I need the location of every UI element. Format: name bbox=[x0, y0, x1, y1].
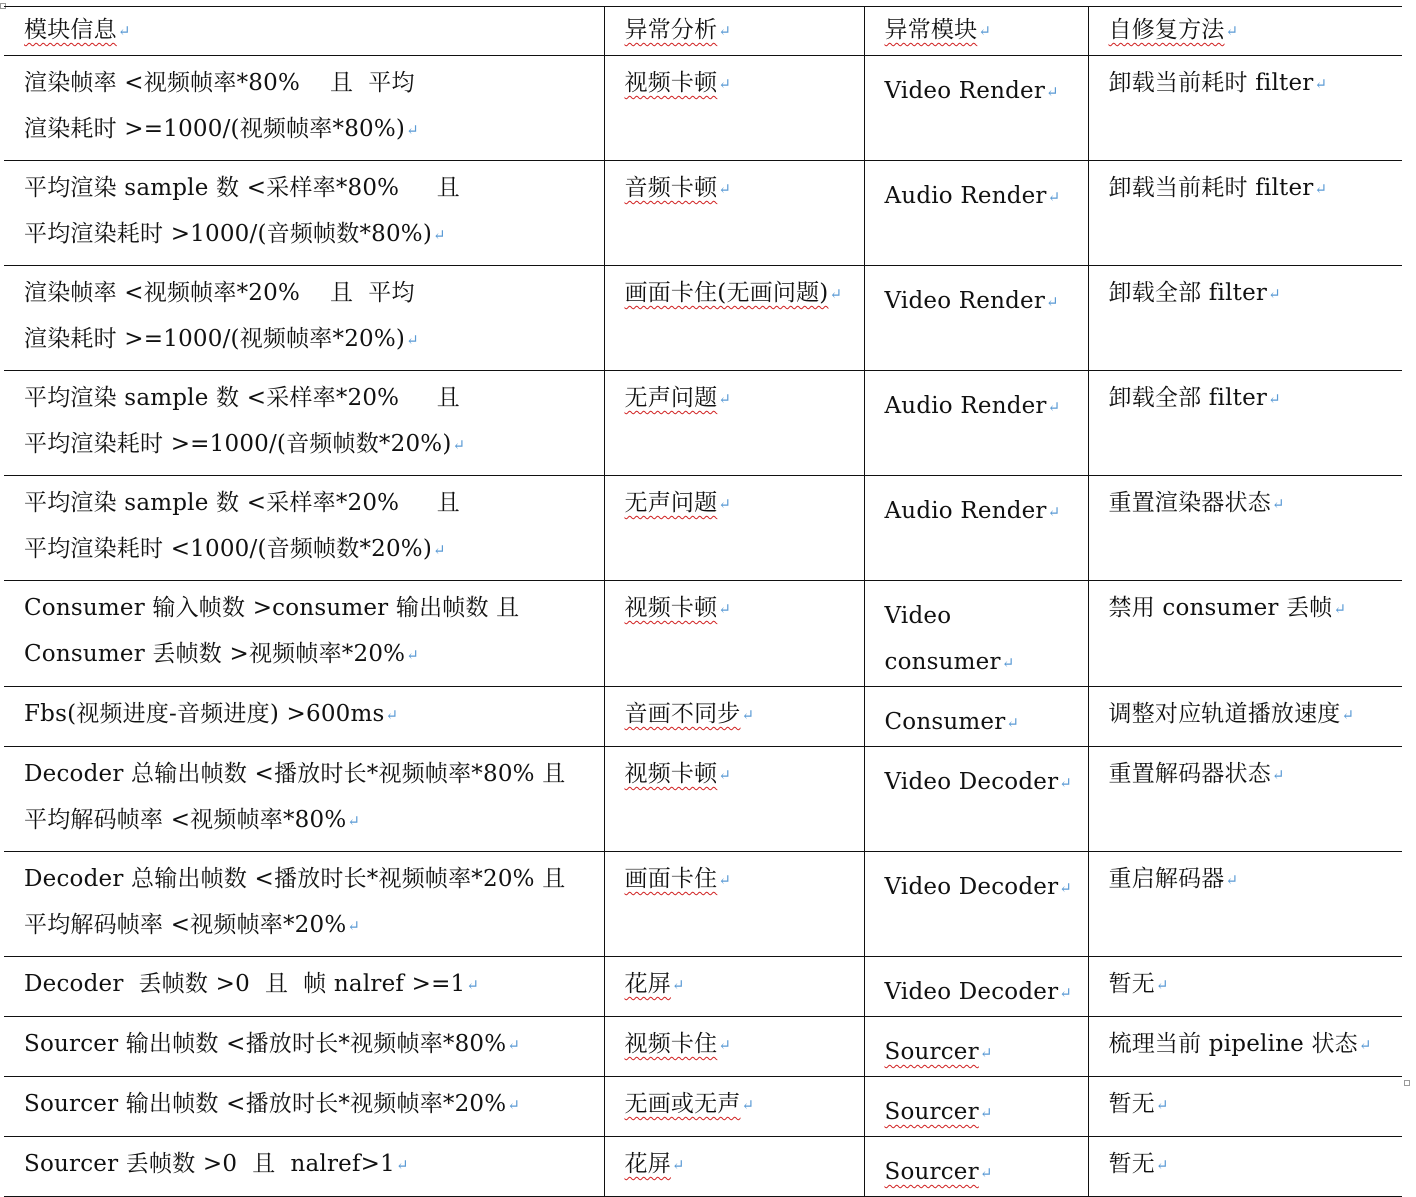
cell-analysis[interactable]: 无声问题↵ bbox=[604, 371, 864, 476]
cell-fault-module[interactable]: Sourcer↵ bbox=[864, 1017, 1088, 1077]
condition-line: Consumer 丢帧数 >视频帧率*20%↵ bbox=[24, 641, 419, 667]
cell-condition[interactable] bbox=[4, 957, 604, 1017]
paragraph-mark: ↵ bbox=[1271, 766, 1285, 784]
cell-condition[interactable] bbox=[4, 581, 604, 687]
cell-condition[interactable] bbox=[4, 371, 604, 476]
paragraph-mark: ↵ bbox=[1047, 398, 1061, 416]
cell-fault-module[interactable]: Video Render↵ bbox=[864, 56, 1088, 161]
cell-analysis[interactable]: 无声问题↵ bbox=[604, 476, 864, 581]
cell-condition[interactable] bbox=[4, 1077, 604, 1137]
condition-line: 平均渲染 sample 数 <采样率*20% 且 bbox=[24, 490, 460, 516]
cell-analysis[interactable]: 画面卡住(无画问题)↵ bbox=[604, 266, 864, 371]
paragraph-mark: ↵ bbox=[718, 180, 732, 198]
paragraph-mark: ↵ bbox=[433, 226, 446, 244]
table-header-row bbox=[4, 7, 1402, 56]
paragraph-mark: ↵ bbox=[433, 541, 446, 559]
table-row bbox=[4, 56, 1402, 161]
cell-repair-method[interactable]: 卸载当前耗时 filter↵ bbox=[1088, 56, 1402, 161]
condition-line: 渲染帧率 <视频帧率*80% 且 平均 bbox=[24, 70, 415, 96]
paragraph-mark: ↵ bbox=[978, 22, 992, 40]
cell-analysis[interactable]: 视频卡顿↵ bbox=[604, 56, 864, 161]
paragraph-mark: ↵ bbox=[718, 390, 732, 408]
cell-repair-method[interactable]: 暂无↵ bbox=[1088, 1137, 1402, 1197]
cell-fault-module[interactable]: Video consumer↵ bbox=[864, 581, 1088, 687]
cell-repair-method[interactable]: 卸载全部 filter↵ bbox=[1088, 266, 1402, 371]
paragraph-mark: ↵ bbox=[1046, 83, 1059, 101]
page-corner-mark bbox=[1404, 1080, 1410, 1086]
cell-condition[interactable] bbox=[4, 266, 604, 371]
cell-repair-method[interactable]: 卸载当前耗时 filter↵ bbox=[1088, 161, 1402, 266]
cell-repair-method[interactable]: 调整对应轨道播放速度↵ bbox=[1088, 687, 1402, 747]
cell-repair-method[interactable]: 重置渲染器状态↵ bbox=[1088, 476, 1402, 581]
condition-line: 渲染耗时 >=1000/(视频帧率*80%)↵ bbox=[24, 116, 419, 142]
cell-condition[interactable] bbox=[4, 1017, 604, 1077]
paragraph-mark: ↵ bbox=[718, 871, 732, 889]
condition-line: Sourcer 输出帧数 <播放时长*视频帧率*20%↵ bbox=[24, 1091, 521, 1117]
condition-line: 平均解码帧率 <视频帧率*20%↵ bbox=[24, 912, 361, 938]
table-row bbox=[4, 371, 1402, 476]
cell-repair-method[interactable]: 禁用 consumer 丢帧↵ bbox=[1088, 581, 1402, 687]
cell-condition[interactable] bbox=[4, 687, 604, 747]
paragraph-mark: ↵ bbox=[979, 1044, 993, 1062]
paragraph-mark: ↵ bbox=[718, 1036, 732, 1054]
paragraph-mark: ↵ bbox=[1314, 75, 1328, 93]
cell-condition[interactable] bbox=[4, 852, 604, 957]
table-row bbox=[4, 957, 1402, 1017]
paragraph-mark: ↵ bbox=[466, 976, 480, 994]
cell-fault-module[interactable]: Video Render↵ bbox=[864, 266, 1088, 371]
condition-line: 渲染帧率 <视频帧率*20% 且 平均 bbox=[24, 280, 415, 306]
paragraph-mark: ↵ bbox=[718, 495, 732, 513]
paragraph-mark: ↵ bbox=[452, 436, 466, 454]
paragraph-mark: ↵ bbox=[1006, 714, 1020, 732]
cell-condition[interactable] bbox=[4, 1137, 604, 1197]
paragraph-mark: ↵ bbox=[1314, 180, 1328, 198]
table-row bbox=[4, 581, 1402, 687]
paragraph-mark: ↵ bbox=[741, 706, 755, 724]
paragraph-mark: ↵ bbox=[1341, 706, 1355, 724]
cell-analysis[interactable]: 无画或无声↵ bbox=[604, 1077, 864, 1137]
paragraph-mark: ↵ bbox=[395, 1156, 409, 1174]
cell-fault-module[interactable]: Sourcer↵ bbox=[864, 1137, 1088, 1197]
header-cell-repair-method[interactable]: 自修复方法↵ bbox=[1088, 7, 1402, 56]
paragraph-mark: ↵ bbox=[347, 917, 361, 935]
condition-line: Decoder 丢帧数 >0 且 帧 nalref >=1↵ bbox=[24, 971, 480, 997]
header-cell-fault-module[interactable]: 异常模块↵ bbox=[864, 7, 1088, 56]
cell-fault-module[interactable]: Consumer↵ bbox=[864, 687, 1088, 747]
cell-analysis[interactable]: 画面卡住↵ bbox=[604, 852, 864, 957]
paragraph-mark: ↵ bbox=[1059, 879, 1073, 897]
cell-analysis[interactable]: 视频卡顿↵ bbox=[604, 747, 864, 852]
table-row bbox=[4, 266, 1402, 371]
condition-line: 平均渲染耗时 >=1000/(音频帧数*20%)↵ bbox=[24, 431, 466, 457]
cell-repair-method[interactable]: 暂无↵ bbox=[1088, 957, 1402, 1017]
cell-fault-module[interactable]: Audio Render↵ bbox=[864, 161, 1088, 266]
cell-condition[interactable] bbox=[4, 747, 604, 852]
cell-analysis[interactable]: 音频卡顿↵ bbox=[604, 161, 864, 266]
paragraph-mark: ↵ bbox=[718, 22, 732, 40]
paragraph-mark: ↵ bbox=[1225, 22, 1239, 40]
cell-fault-module[interactable]: Sourcer↵ bbox=[864, 1077, 1088, 1137]
condition-line: 平均渲染耗时 >1000/(音频帧数*80%)↵ bbox=[24, 221, 446, 247]
table-row bbox=[4, 1137, 1402, 1197]
paragraph-mark: ↵ bbox=[1001, 654, 1015, 672]
paragraph-mark: ↵ bbox=[507, 1036, 521, 1054]
cell-analysis[interactable]: 花屏↵ bbox=[604, 1137, 864, 1197]
paragraph-mark: ↵ bbox=[1155, 976, 1169, 994]
paragraph-mark: ↵ bbox=[741, 1096, 755, 1114]
header-cell-module-info[interactable]: 模块信息↵ bbox=[4, 7, 604, 56]
paragraph-mark: ↵ bbox=[507, 1096, 521, 1114]
paragraph-mark: ↵ bbox=[671, 976, 685, 994]
cell-condition[interactable] bbox=[4, 161, 604, 266]
table-row bbox=[4, 747, 1402, 852]
paragraph-mark: ↵ bbox=[1046, 293, 1059, 311]
paragraph-mark: ↵ bbox=[1059, 774, 1073, 792]
paragraph-mark: ↵ bbox=[347, 812, 361, 830]
cell-fault-module[interactable]: Audio Render↵ bbox=[864, 371, 1088, 476]
cell-condition[interactable] bbox=[4, 56, 604, 161]
cell-analysis[interactable]: 视频卡顿↵ bbox=[604, 581, 864, 687]
table-row bbox=[4, 1077, 1402, 1137]
paragraph-mark: ↵ bbox=[671, 1156, 685, 1174]
condition-line: 平均渲染耗时 <1000/(音频帧数*20%)↵ bbox=[24, 536, 446, 562]
condition-line: 平均渲染 sample 数 <采样率*20% 且 bbox=[24, 385, 460, 411]
cell-repair-method[interactable]: 重置解码器状态↵ bbox=[1088, 747, 1402, 852]
table-row bbox=[4, 852, 1402, 957]
condition-line: Decoder 总输出帧数 <播放时长*视频帧率*80% 且 bbox=[24, 761, 566, 787]
paragraph-mark: ↵ bbox=[718, 766, 732, 784]
table-row bbox=[4, 1017, 1402, 1077]
paragraph-mark: ↵ bbox=[1155, 1156, 1169, 1174]
condition-line: Sourcer 输出帧数 <播放时长*视频帧率*80%↵ bbox=[24, 1031, 521, 1057]
condition-line: 渲染耗时 >=1000/(视频帧率*20%)↵ bbox=[24, 326, 419, 352]
cell-analysis[interactable]: 视频卡住↵ bbox=[604, 1017, 864, 1077]
condition-line: Fbs(视频进度-音频进度) >600ms↵ bbox=[24, 701, 399, 727]
header-cell-analysis[interactable]: 异常分析↵ bbox=[604, 7, 864, 56]
paragraph-mark: ↵ bbox=[1268, 390, 1281, 408]
cell-analysis[interactable]: 花屏↵ bbox=[604, 957, 864, 1017]
condition-line: 平均解码帧率 <视频帧率*80%↵ bbox=[24, 807, 361, 833]
paragraph-mark: ↵ bbox=[406, 646, 419, 664]
paragraph-mark: ↵ bbox=[979, 1104, 993, 1122]
paragraph-mark: ↵ bbox=[718, 600, 732, 618]
paragraph-mark: ↵ bbox=[1225, 871, 1239, 889]
condition-line: Sourcer 丢帧数 >0 且 nalref>1↵ bbox=[24, 1151, 409, 1177]
paragraph-mark: ↵ bbox=[1333, 600, 1347, 618]
table-row bbox=[4, 476, 1402, 581]
cell-fault-module[interactable]: Video Decoder↵ bbox=[864, 957, 1088, 1017]
table-row bbox=[4, 161, 1402, 266]
paragraph-mark: ↵ bbox=[1047, 503, 1061, 521]
paragraph-mark: ↵ bbox=[385, 706, 399, 724]
cell-fault-module[interactable]: Video Decoder↵ bbox=[864, 747, 1088, 852]
cell-repair-method[interactable]: 卸载全部 filter↵ bbox=[1088, 371, 1402, 476]
cell-analysis[interactable]: 音画不同步↵ bbox=[604, 687, 864, 747]
cell-fault-module[interactable]: Audio Render↵ bbox=[864, 476, 1088, 581]
paragraph-mark: ↵ bbox=[406, 121, 419, 139]
paragraph-mark: ↵ bbox=[117, 22, 131, 40]
table-row bbox=[4, 687, 1402, 747]
paragraph-mark: ↵ bbox=[829, 285, 843, 303]
paragraph-mark: ↵ bbox=[406, 331, 419, 349]
cell-fault-module[interactable]: Video Decoder↵ bbox=[864, 852, 1088, 957]
paragraph-mark: ↵ bbox=[1358, 1036, 1372, 1054]
cell-condition[interactable] bbox=[4, 476, 604, 581]
paragraph-mark: ↵ bbox=[1271, 495, 1285, 513]
paragraph-mark: ↵ bbox=[1059, 984, 1073, 1002]
cell-repair-method[interactable]: 暂无↵ bbox=[1088, 1077, 1402, 1137]
paragraph-mark: ↵ bbox=[1047, 188, 1061, 206]
condition-line: 平均渲染 sample 数 <采样率*80% 且 bbox=[24, 175, 460, 201]
paragraph-mark: ↵ bbox=[1155, 1096, 1169, 1114]
condition-line: Decoder 总输出帧数 <播放时长*视频帧率*20% 且 bbox=[24, 866, 566, 892]
condition-line: Consumer 输入帧数 >consumer 输出帧数 且 bbox=[24, 595, 520, 621]
cell-repair-method[interactable]: 梳理当前 pipeline 状态↵ bbox=[1088, 1017, 1402, 1077]
paragraph-mark: ↵ bbox=[1268, 285, 1281, 303]
paragraph-mark: ↵ bbox=[979, 1164, 993, 1182]
cell-repair-method[interactable]: 重启解码器↵ bbox=[1088, 852, 1402, 957]
anomaly-repair-table bbox=[4, 6, 1402, 1197]
paragraph-mark: ↵ bbox=[718, 75, 732, 93]
